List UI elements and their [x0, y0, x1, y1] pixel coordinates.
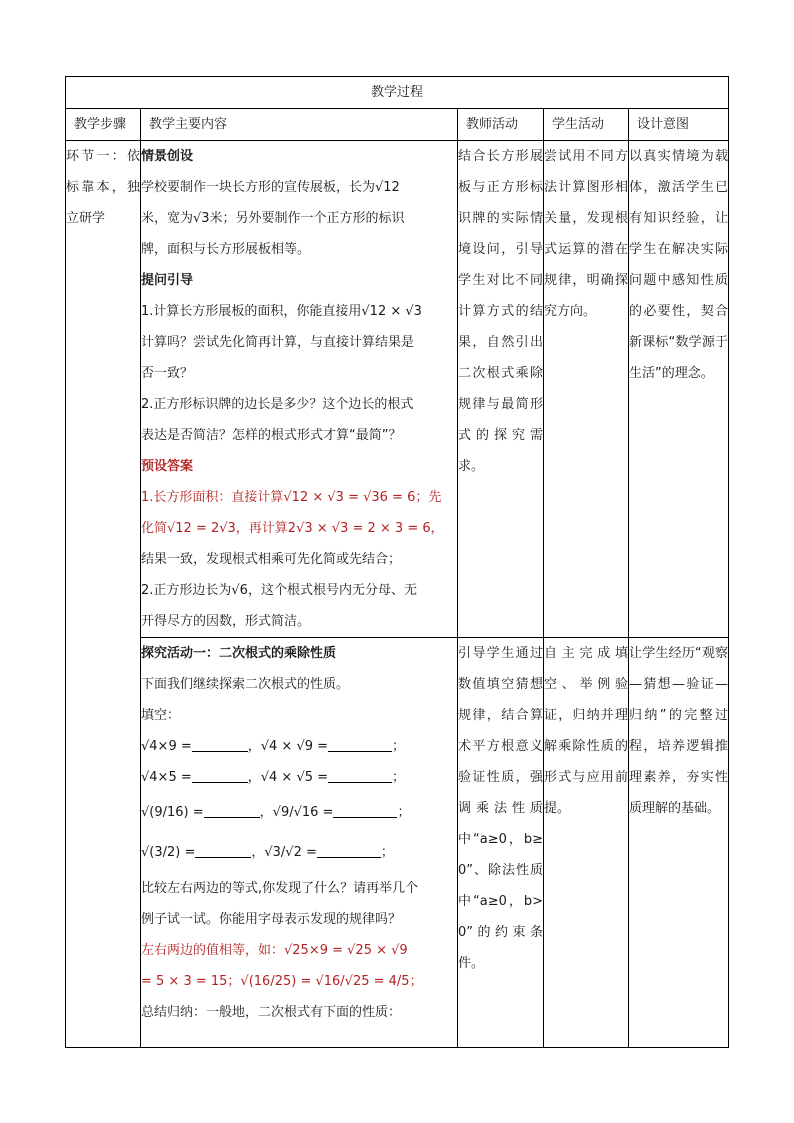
- teacher-activity-2: [458, 638, 544, 1048]
- student-activity-text: 尝试用不同方法计算图形相关量，发现根式运算的潜在规律，明确探究方向。: [544, 149, 628, 319]
- content-line: 米，宽为√3米；另外要制作一个正方形的标识: [141, 211, 405, 226]
- answer-blank[interactable]: [317, 845, 381, 858]
- header-teacher: 教师活动: [466, 117, 519, 132]
- content-cell-1: [141, 141, 458, 638]
- table-title: 教学过程: [66, 77, 729, 109]
- content-line: 表达是否简洁？怎样的根式形式才算“最简”？: [141, 428, 402, 443]
- content-line: 否一致？: [141, 366, 194, 381]
- content-line: 填空：: [141, 708, 181, 723]
- content-line: 1.计算长方形展板的面积，你能直接用√12 × √3: [141, 304, 422, 319]
- step-cell: [66, 141, 141, 1048]
- content-line: 计算吗？尝试先化简再计算，与直接计算结果是: [141, 335, 415, 350]
- design-intent-text: 以真实情境为载体，激活学生已有知识经验，让学生在解决实际问题中感知性质的必要性，契合新课标“数学源于生活”的理念。: [629, 149, 729, 381]
- content-line: 比较左右两边的等式,你发现了什么？请再举几个: [141, 881, 419, 896]
- teacher-activity-text: 引导学生通过数值填空猜想规律，结合算术平方根意义验证性质，强调乘法性质中“a≥0，b≥0”、除法性质中“a≥0，b>0”的约束条件。: [458, 646, 543, 971]
- activity-heading: 探究活动一：二次根式的乘除性质: [141, 646, 337, 661]
- summary-line: 总结归纳：一般地，二次根式有下面的性质：: [141, 1005, 402, 1020]
- student-activity-2: [544, 638, 629, 1048]
- content-cell-2: [141, 638, 458, 1048]
- header-intent: 设计意图: [637, 117, 690, 132]
- content-line: 学校要制作一块长方形的宣传展板，长为√12: [141, 180, 400, 195]
- header-step: 教学步骤: [74, 117, 127, 132]
- answer-line: 左右两边的值相等，如：√25×9 = √25 × √9: [141, 943, 408, 958]
- content-line: 例子试一试。你能用字母表示发现的规律吗？: [141, 912, 402, 927]
- answer-blank[interactable]: [192, 770, 248, 783]
- step-label: 环节一：依标靠本，独立研学: [66, 149, 140, 226]
- answer-line: 1.长方形面积：直接计算√12 × √3 = √36 = 6；先: [141, 490, 442, 505]
- answer-blank[interactable]: [328, 770, 392, 783]
- answer-blank[interactable]: [204, 805, 260, 818]
- header-content: 教学主要内容: [149, 117, 228, 132]
- fill-exercise: √(9/16) = ，√9/√16 = ；: [141, 805, 411, 820]
- student-activity-text: 自主完成填空、举例验证，归纳并理解乘除性质的形式与应用前提。: [544, 646, 628, 816]
- content-line: 下面我们继续探索二次根式的性质。: [141, 677, 350, 692]
- design-intent-text: 让学生经历“观察—猜想—验证—归纳”的完整过程，培养逻辑推理素养，夯实性质理解的基础。: [629, 646, 729, 816]
- question-heading: 提问引导: [141, 273, 194, 288]
- fill-exercise: √(3/2) = ，√3/√2 = ；: [141, 845, 394, 860]
- answer-blank[interactable]: [192, 739, 248, 752]
- student-activity-1: [544, 141, 629, 638]
- content-line: 2.正方形标识牌的边长是多少？这个边长的根式: [141, 397, 414, 412]
- content-line: 开得尽方的因数，形式简洁。: [141, 614, 311, 629]
- answer-heading: 预设答案: [141, 459, 194, 474]
- answer-line: = 5 × 3 = 15；√(16/25) = √16/√25 = 4/5；: [141, 974, 423, 989]
- scenario-heading: 情景创设: [141, 149, 194, 164]
- content-line: 结果一致，发现根式相乘可先化简或先结合；: [141, 552, 402, 567]
- answer-blank[interactable]: [195, 845, 251, 858]
- answer-blank[interactable]: [328, 739, 392, 752]
- fill-exercise: √4×5 = ，√4 × √5 = ；: [141, 770, 406, 785]
- content-line: 2.正方形边长为√6，这个根式根号内无分母、无: [141, 583, 417, 598]
- answer-blank[interactable]: [333, 805, 397, 818]
- content-line: 牌，面积与长方形展板相等。: [141, 242, 311, 257]
- header-student: 学生活动: [552, 117, 605, 132]
- teacher-activity-1: [458, 141, 544, 638]
- teaching-process-table: [65, 76, 729, 1048]
- design-intent-2: [629, 638, 729, 1048]
- teacher-activity-text: 结合长方形展板与正方形标识牌的实际情境设问，引导学生对比不同计算方式的结果，自然引出二次根式乘除规律与最简形式的探究需求。: [458, 149, 543, 474]
- fill-exercise: √4×9 = ，√4 × √9 = ；: [141, 739, 406, 754]
- design-intent-1: [629, 141, 729, 638]
- answer-line: 化简√12 = 2√3，再计算2√3 × √3 = 2 × 3 = 6，: [141, 521, 444, 536]
